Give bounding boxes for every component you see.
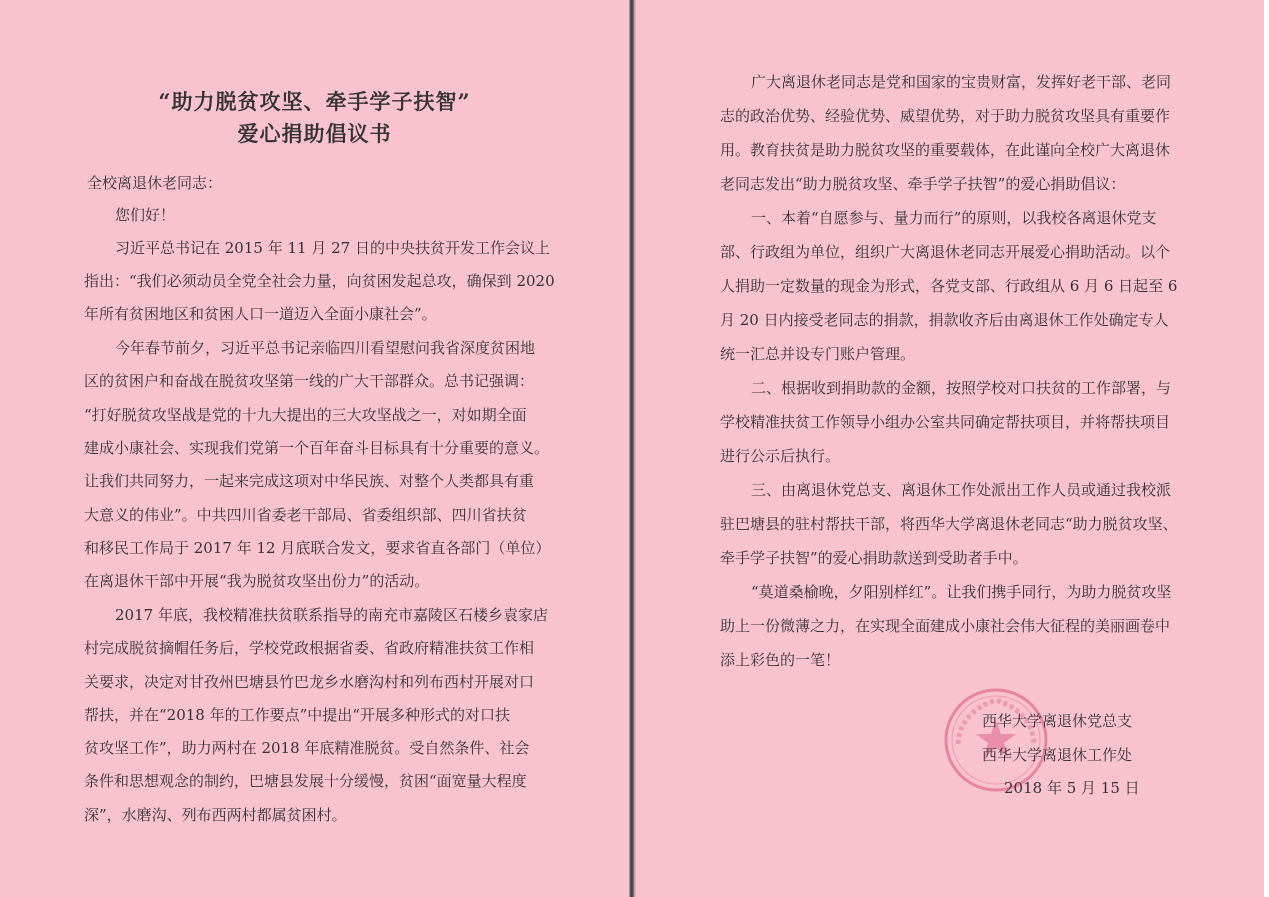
body-line: 贫攻坚工作”，助力两村在 2018 年底精准脱贫。受自然条件、社会	[84, 739, 530, 757]
body-line: 老同志发出“助力脱贫攻坚、牵手学子扶智”的爱心捐助倡议：	[720, 175, 1126, 193]
scan-edge	[1264, 0, 1269, 897]
body-line: 让我们共同努力，一起来完成这项对中华民族、对整个人类都具有重	[84, 472, 535, 490]
body-line: 驻巴塘县的驻村帮扶干部，将西华大学离退休老同志“助力脱贫攻坚、	[720, 515, 1178, 533]
body-line: 统一汇总并设专门账户管理。	[720, 345, 916, 363]
body-line: 一、本着“自愿参与、量力而行”的原则，以我校各离退休党支	[751, 209, 1157, 227]
body-line: 和移民工作局于 2017 年 12 月底联合发文，要求省直各部门（单位）	[84, 539, 551, 557]
body-line: 村完成脱贫摘帽任务后，学校党政根据省委、省政府精准扶贫工作相	[84, 639, 535, 657]
body-line: 习近平总书记在 2015 年 11 月 27 日的中央扶贫开发工作会议上	[115, 239, 550, 257]
signature-org-party: 西华大学离退休党总支	[982, 712, 1133, 730]
body-line: 条件和思想观念的制约，巴塘县发展十分缓慢，贫困“面宽量大程度	[84, 772, 527, 790]
body-line: 志的政治优势、经验优势、威望优势，对于助力脱贫攻坚具有重要作	[720, 107, 1171, 125]
body-line: 2017 年底，我校精准扶贫联系指导的南充市嘉陵区石楼乡袁家店	[115, 606, 548, 624]
signature-org-office: 西华大学离退休工作处	[982, 746, 1133, 764]
body-line: 指出：“我们必须动员全党全社会力量，向贫困发起总攻，确保到 2020	[84, 272, 555, 290]
body-line: “莫道桑榆晚，夕阳别样红”。让我们携手同行，为助力脱贫攻坚	[751, 583, 1172, 601]
body-line: 区的贫困户和奋战在脱贫攻坚第一线的广大干部群众。总书记强调：	[84, 372, 535, 390]
body-line: 二、根据收到捐助款的金额，按照学校对口扶贫的工作部署，与	[751, 379, 1172, 397]
body-line: 年所有贫困地区和贫困人口一道迈入全面小康社会”。	[84, 305, 437, 323]
body-line: 帮扶，并在“2018 年的工作要点”中提出“开展多种形式的对口扶	[84, 706, 510, 724]
body-line: 广大离退休老同志是党和国家的宝贵财富，发挥好老干部、老同	[751, 73, 1172, 91]
greeting: 您们好！	[115, 206, 176, 224]
body-line: 牵手学子扶智”的爱心捐助款送到受助者手中。	[720, 549, 1028, 567]
page-gutter	[629, 0, 636, 897]
body-line: 在离退休干部中开展“我为脱贫攻坚出份力”的活动。	[84, 572, 430, 590]
signature-date: 2018 年 5 月 15 日	[1004, 779, 1140, 797]
body-line: 用。教育扶贫是助力脱贫攻坚的重要载体，在此谨向全校广大离退休	[720, 141, 1171, 159]
body-line: 关要求，决定对甘孜州巴塘县竹巴龙乡水磨沟村和列布西村开展对口	[84, 673, 535, 691]
document-title-line-2: 爱心捐助倡议书	[237, 121, 392, 146]
body-line: 添上彩色的一笔！	[720, 651, 841, 669]
document-title-line-1: “助力脱贫攻坚、牵手学子扶智”	[158, 89, 471, 114]
body-line: 人捐助一定数量的现金为形式，各党支部、行政组从 6 月 6 日起至 6	[720, 277, 1178, 295]
body-line: 月 20 日内接受老同志的捐款，捐款收齐后由离退休工作处确定专人	[720, 311, 1169, 329]
body-line: 深”，水磨沟、列布西两村都属贫困村。	[84, 806, 347, 824]
body-line: 大意义的伟业”。中共四川省委老干部局、省委组织部、四川省扶贫	[84, 506, 527, 524]
left-page	[0, 0, 629, 897]
body-line: 学校精准扶贫工作领导小组办公室共同确定帮扶项目，并将帮扶项目	[720, 413, 1171, 431]
body-line: 进行公示后执行。	[720, 447, 841, 465]
body-line: 三、由离退休党总支、离退休工作处派出工作人员或通过我校派	[751, 481, 1172, 499]
body-line: 今年春节前夕，习近平总书记亲临四川看望慰问我省深度贫困地	[115, 339, 536, 357]
body-line: 部、行政组为单位，组织广大离退休老同志开展爱心捐助活动。以个	[720, 243, 1171, 261]
salutation: 全校离退休老同志：	[87, 174, 223, 192]
body-line: “打好脱贫攻坚战是党的十九大提出的三大攻坚战之一，对如期全面	[84, 406, 527, 424]
body-line: 建成小康社会、实现我们党第一个百年奋斗目标具有十分重要的意义。	[84, 439, 550, 457]
body-line: 助上一份微薄之力，在实现全面建成小康社会伟大征程的美丽画卷中	[720, 617, 1171, 635]
